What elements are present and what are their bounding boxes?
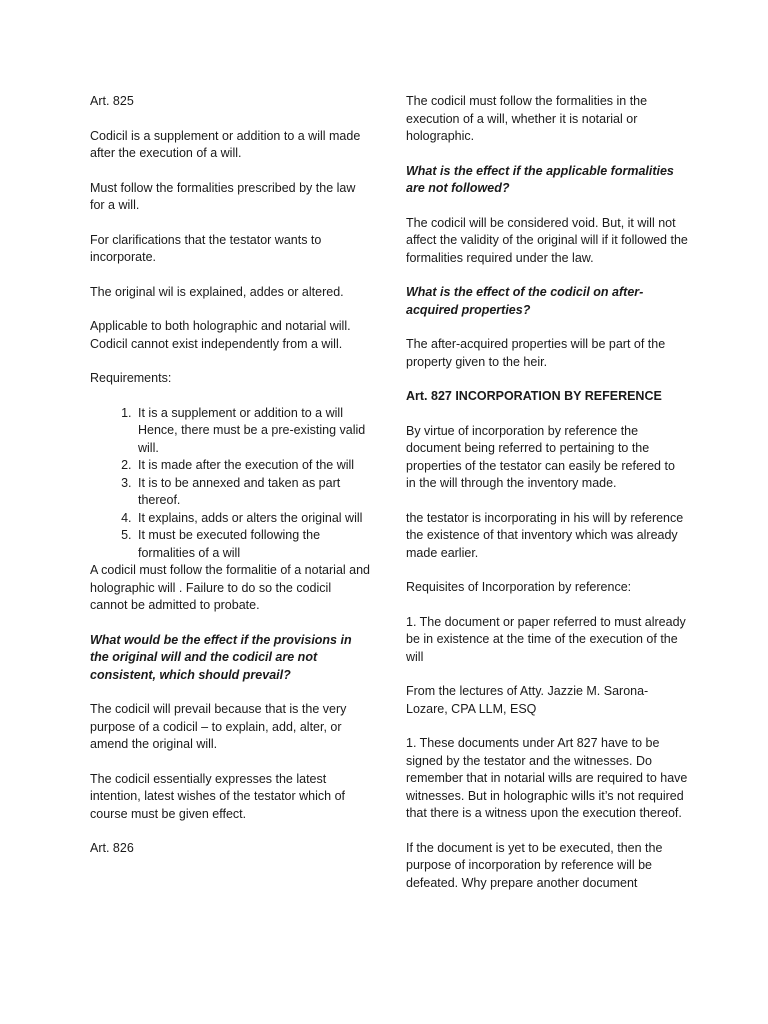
paragraph: 1. These documents under Art 827 have to be signed by the testator and the witnesses. Do remember that in notarial wills are required to have witnesses. But in holographic wills it’s not required that there is a witness upon the execution thereof.: [406, 736, 688, 820]
question: What is the effect if the applicable formalities are not followed?: [406, 163, 674, 195]
question: What is the effect of the codicil on after-acquired properties?: [406, 285, 644, 317]
paragraph: The codicil must follow the formalities in the execution of a will, whether it is notarial or holographic.: [406, 94, 648, 143]
paragraph: The codicil will be considered void. But, it will not affect the validity of the original will if it followed the formalities required under the law.: [406, 215, 688, 265]
paragraph: The original wil is explained, addes or altered.: [90, 284, 344, 299]
paragraph: 1. The document or paper referred to must already be in existence at the time of the execution of the will: [406, 614, 686, 664]
paragraph: Codicil cannot exist independently from a will.: [90, 336, 343, 351]
list-item: 2. It is made after the execution of the will: [135, 457, 370, 475]
paragraph: Applicable to both holographic and notarial will.: [90, 319, 351, 333]
list-item: 5. It must be executed following the formalities of a will: [135, 527, 370, 562]
paragraph: Requisites of Incorporation by reference:: [406, 580, 632, 594]
requirements-list: [90, 405, 370, 563]
paragraph: The codicil will prevail because that is the very purpose of a codicil – to explain, add, alter, or amend the original will.: [90, 702, 347, 751]
paragraph: the testator is incorporating in his will by reference the existence of that inventory which was already made earlier.: [406, 510, 684, 560]
paragraph: A codicil must follow the formalitie of a notarial and holographic will . Failure to do so the codicil cannot be admitted to probate.: [90, 563, 370, 612]
paragraph: Codicil is a supplement or addition to a will made after the execution of a will.: [90, 128, 361, 160]
question: What would be the effect if the provisions in the original will and the codicil are not consistent, which should prevail?: [90, 632, 352, 682]
left-column: [90, 93, 370, 875]
article-heading: Art. 826: [90, 841, 134, 855]
paragraph: Must follow the formalities prescribed by the law for a will.: [90, 180, 356, 212]
list-item: 1. It is a supplement or addition to a will Hence, there must be a pre-existing valid will.: [135, 405, 370, 458]
paragraph: For clarifications that the testator wants to incorporate.: [90, 232, 322, 264]
paragraph: Requirements:: [90, 371, 172, 385]
paragraph: If the document is yet to be executed, then the purpose of incorporation by reference will be defeated. Why prepare another document: [406, 840, 663, 890]
article-heading: Art. 827 INCORPORATION BY REFERENCE: [406, 389, 662, 403]
list-item: 4. It explains, adds or alters the original will: [135, 510, 370, 528]
right-column: [406, 93, 688, 909]
article-heading: Art. 825: [90, 94, 134, 108]
paragraph: The codicil essentially expresses the latest intention, latest wishes of the testator which of course must be given effect.: [90, 771, 345, 821]
paragraph: By virtue of incorporation by reference the document being referred to pertaining to the properties of the testator can easily be refered to in the will through the inventory made.: [406, 423, 675, 490]
paragraph: The after-acquired properties will be part of the property given to the heir.: [406, 337, 666, 369]
paragraph: From the lectures of Atty. Jazzie M. Sarona-Lozare, CPA LLM, ESQ: [406, 684, 649, 716]
list-item: 3. It is to be annexed and taken as part thereof.: [135, 475, 370, 510]
